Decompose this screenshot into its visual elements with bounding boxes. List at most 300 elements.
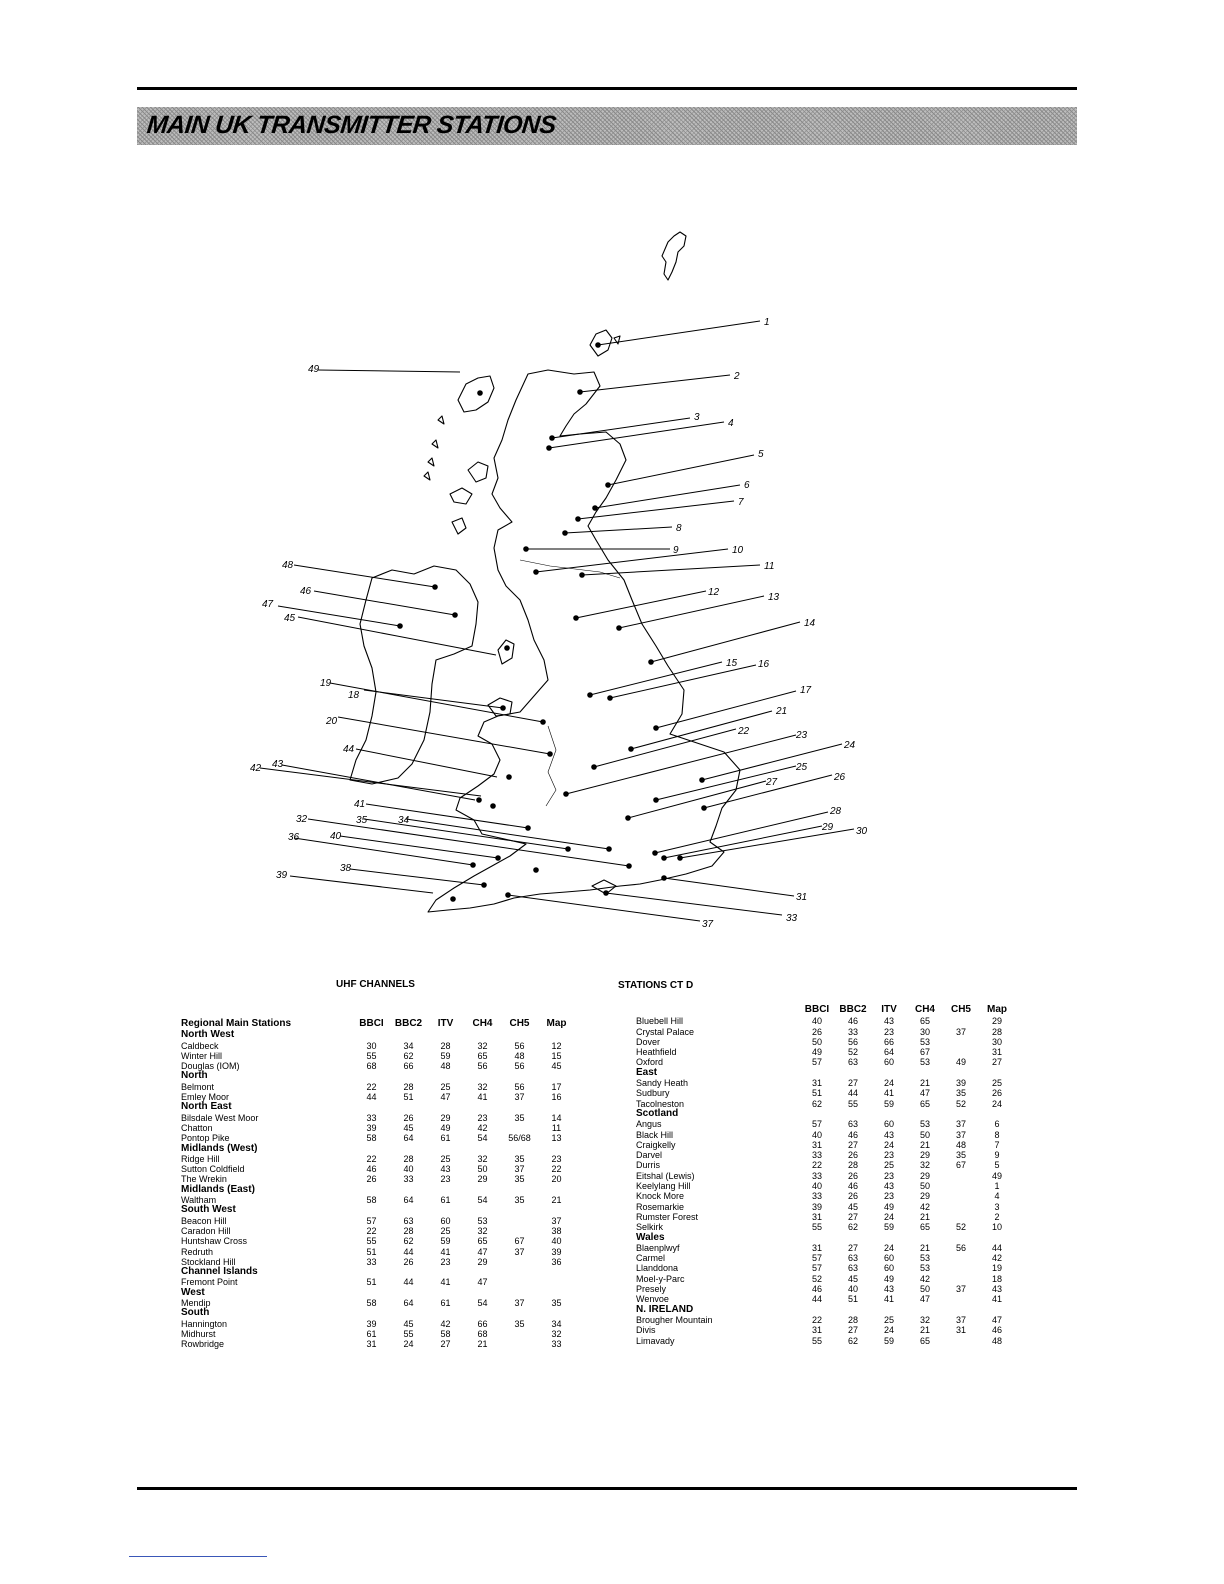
channel-value: 57 — [366, 1215, 377, 1226]
channel-value: 44 — [811, 1294, 822, 1305]
channel-value — [943, 1171, 979, 1181]
channel-value: 60 — [440, 1215, 451, 1226]
channel-value: 25 — [883, 1314, 894, 1325]
station-row — [181, 1216, 575, 1226]
table-header-cell: BBCI — [804, 1004, 830, 1015]
channel-value: 27 — [847, 1211, 858, 1222]
map-number-label: 15 — [726, 658, 738, 669]
station-name: Dover — [636, 1036, 661, 1047]
map-number-label: 31 — [796, 892, 808, 903]
channel-value: 31 — [991, 1047, 1002, 1058]
channel-value: 51 — [403, 1092, 414, 1103]
map-number-label: 4 — [728, 418, 734, 429]
map-number-label: 12 — [708, 587, 720, 598]
channel-value: 31 — [811, 1139, 822, 1150]
channel-value: 67 — [919, 1047, 930, 1058]
channel-value: 26 — [847, 1150, 858, 1161]
bottom-rule — [137, 1487, 1077, 1490]
channel-value: 35 — [514, 1195, 525, 1206]
channel-value — [501, 1329, 538, 1339]
station-row — [636, 1140, 1015, 1150]
channel-value: 47 — [477, 1277, 488, 1288]
channel-value — [943, 1336, 979, 1346]
station-row — [181, 1319, 575, 1329]
region-heading: Midlands (West) — [181, 1142, 258, 1154]
table-header-cell: CH5 — [950, 1004, 971, 1015]
channel-value: 64 — [403, 1298, 414, 1309]
channel-value: 41 — [991, 1294, 1002, 1305]
channel-value: 21 — [919, 1325, 930, 1336]
map-number-label: 42 — [250, 763, 262, 774]
channel-value — [943, 1274, 979, 1284]
station-name: Winter Hill — [181, 1050, 223, 1061]
station-row — [636, 1088, 1015, 1098]
channel-value: 36 — [551, 1256, 562, 1267]
channel-value: 40 — [811, 1181, 822, 1192]
map-number-label: 28 — [830, 806, 842, 817]
channel-value: 23 — [440, 1256, 451, 1267]
channel-value: 53 — [477, 1215, 488, 1226]
channel-value: 21 — [919, 1242, 930, 1253]
channel-value: 42 — [440, 1318, 451, 1329]
channel-value — [943, 1191, 979, 1201]
channel-value: 55 — [366, 1050, 377, 1061]
channel-value: 56 — [955, 1242, 966, 1253]
channel-value: 49 — [883, 1273, 894, 1284]
station-row — [181, 1123, 575, 1133]
region-heading-row — [181, 1205, 575, 1215]
map-number-label: 24 — [844, 740, 856, 751]
station-name: Tacolneston — [636, 1098, 685, 1109]
channel-value: 22 — [366, 1081, 377, 1092]
station-name: Chatton — [181, 1122, 213, 1133]
table-header-cell: CH4 — [472, 1018, 493, 1029]
channel-value: 43 — [883, 1129, 894, 1140]
station-name: Presely — [636, 1284, 667, 1295]
table-header-name: Regional Main Stations — [181, 1018, 292, 1029]
channel-value: 52 — [955, 1222, 966, 1233]
station-name: Belmont — [181, 1081, 215, 1092]
table-header-cell: CH5 — [509, 1018, 530, 1029]
channel-value: 61 — [440, 1133, 451, 1144]
channel-value — [501, 1226, 538, 1236]
station-row — [636, 1274, 1015, 1284]
channel-value: 57 — [811, 1263, 822, 1274]
map-number-label: 13 — [768, 592, 780, 603]
channel-value — [538, 1277, 575, 1287]
channel-value: 23 — [883, 1150, 894, 1161]
channel-value: 14 — [551, 1112, 562, 1123]
channel-value: 8 — [994, 1129, 1000, 1140]
station-name: Pontop Pike — [181, 1133, 230, 1144]
channel-value: 39 — [955, 1078, 966, 1089]
channel-value: 32 — [477, 1153, 488, 1164]
region-heading: Channel Islands — [181, 1266, 258, 1278]
right-table-header — [636, 1005, 1015, 1016]
station-row — [636, 1057, 1015, 1067]
channel-value: 63 — [403, 1215, 414, 1226]
channel-value: 61 — [440, 1298, 451, 1309]
station-name: Craigkelly — [636, 1139, 676, 1150]
region-heading: West — [181, 1286, 205, 1298]
channel-value: 35 — [514, 1153, 525, 1164]
channel-value: 57 — [811, 1119, 822, 1130]
channel-value: 50 — [477, 1164, 488, 1175]
channel-value: 44 — [403, 1246, 414, 1257]
channel-value: 37 — [955, 1119, 966, 1130]
station-name: Redruth — [181, 1246, 214, 1257]
channel-value: 20 — [551, 1174, 562, 1185]
channel-value: 56 — [477, 1061, 488, 1072]
map-number-label: 1 — [764, 317, 770, 328]
channel-value: 57 — [811, 1253, 822, 1264]
channel-value: 60 — [883, 1119, 894, 1130]
station-name: Limavady — [636, 1335, 675, 1346]
channel-value: 33 — [366, 1112, 377, 1123]
station-name: Huntshaw Cross — [181, 1236, 248, 1247]
map-number-label: 14 — [804, 618, 816, 629]
region-heading-row — [181, 1102, 575, 1112]
channel-value: 29 — [440, 1112, 451, 1123]
channel-value: 53 — [919, 1057, 930, 1068]
channel-value: 12 — [551, 1040, 562, 1051]
channel-value: 50 — [919, 1284, 930, 1295]
channel-value: 48 — [955, 1139, 966, 1150]
station-row — [636, 1171, 1015, 1181]
station-name: Midhurst — [181, 1328, 216, 1339]
channel-value: 55 — [811, 1335, 822, 1346]
channel-value: 44 — [847, 1088, 858, 1099]
channel-value: 52 — [955, 1098, 966, 1109]
station-row — [636, 1253, 1015, 1263]
channel-value: 29 — [477, 1174, 488, 1185]
channel-value: 40 — [811, 1129, 822, 1140]
channel-value: 67 — [955, 1160, 966, 1171]
channel-value — [943, 1212, 979, 1222]
channel-value: 53 — [919, 1119, 930, 1130]
channel-value: 27 — [847, 1242, 858, 1253]
channel-value: 22 — [811, 1160, 822, 1171]
right-channel-table — [636, 1005, 1015, 1346]
region-heading: North — [181, 1070, 208, 1082]
station-name: Emley Moor — [181, 1092, 230, 1103]
channel-value: 40 — [847, 1284, 858, 1295]
channel-value: 41 — [477, 1092, 488, 1103]
station-name: Mendip — [181, 1298, 211, 1309]
channel-value: 52 — [811, 1273, 822, 1284]
map-number-label: 39 — [276, 870, 288, 881]
hebrides-small — [424, 416, 444, 480]
channel-value: 29 — [919, 1170, 930, 1181]
station-row — [636, 1202, 1015, 1212]
channel-value — [943, 1047, 979, 1057]
channel-value: 31 — [811, 1325, 822, 1336]
channel-value: 28 — [403, 1081, 414, 1092]
station-row — [181, 1247, 575, 1257]
station-row — [636, 1099, 1015, 1109]
shetland-outline — [662, 232, 686, 280]
map-number-label: 44 — [343, 744, 355, 755]
channel-value: 54 — [477, 1298, 488, 1309]
channel-value: 21 — [919, 1139, 930, 1150]
map-number-label: 46 — [300, 586, 312, 597]
channel-value: 39 — [366, 1318, 377, 1329]
channel-value: 44 — [991, 1242, 1002, 1253]
channel-value: 33 — [811, 1150, 822, 1161]
region-heading: N. IRELAND — [636, 1303, 694, 1315]
region-heading-row — [181, 1144, 575, 1154]
station-name: Caradon Hill — [181, 1225, 231, 1236]
map-number-label: 30 — [856, 826, 868, 837]
map-number-label: 38 — [340, 863, 352, 874]
channel-value: 32 — [477, 1225, 488, 1236]
channel-value: 54 — [477, 1133, 488, 1144]
channel-value: 32 — [477, 1081, 488, 1092]
channel-value: 24 — [403, 1339, 414, 1350]
station-name: The Wrekin — [181, 1174, 227, 1185]
channel-value: 41 — [440, 1277, 451, 1288]
channel-value: 21 — [919, 1211, 930, 1222]
channel-value: 7 — [994, 1139, 1000, 1150]
uhf-channels-caption: UHF CHANNELS — [336, 979, 415, 990]
channel-value: 39 — [366, 1122, 377, 1133]
channel-value: 49 — [883, 1201, 894, 1212]
channel-value: 53 — [919, 1263, 930, 1274]
channel-value: 32 — [919, 1314, 930, 1325]
channel-value: 37 — [514, 1092, 525, 1103]
channel-value: 37 — [955, 1129, 966, 1140]
station-row — [181, 1329, 575, 1339]
station-name: Darvel — [636, 1150, 663, 1161]
channel-value: 55 — [403, 1328, 414, 1339]
map-number-label: 48 — [282, 560, 294, 571]
channel-value: 46 — [847, 1181, 858, 1192]
channel-value: 33 — [366, 1256, 377, 1267]
channel-value: 47 — [477, 1246, 488, 1257]
islay-outline — [452, 518, 466, 534]
channel-value: 28 — [991, 1026, 1002, 1037]
channel-value: 33 — [847, 1026, 858, 1037]
map-number-label: 35 — [356, 815, 368, 826]
station-row — [181, 1113, 575, 1123]
map-number-label: 41 — [354, 799, 366, 810]
channel-value: 58 — [366, 1133, 377, 1144]
channel-value: 1 — [994, 1181, 1000, 1192]
channel-value: 25 — [440, 1081, 451, 1092]
channel-value: 52 — [847, 1047, 858, 1058]
channel-value: 24 — [883, 1139, 894, 1150]
region-heading-row — [181, 1308, 575, 1318]
channel-value: 29 — [919, 1191, 930, 1202]
channel-value: 25 — [883, 1160, 894, 1171]
station-row — [636, 1078, 1015, 1088]
channel-value: 49 — [811, 1047, 822, 1058]
channel-value: 58 — [366, 1298, 377, 1309]
channel-value: 25 — [440, 1153, 451, 1164]
table-header-cell: Map — [987, 1004, 1007, 1015]
station-name: Rumster Forest — [636, 1211, 699, 1222]
map-number-label: 21 — [776, 706, 788, 717]
station-row — [181, 1082, 575, 1092]
channel-value: 55 — [847, 1098, 858, 1109]
channel-value: 29 — [991, 1016, 1002, 1027]
channel-value: 29 — [919, 1150, 930, 1161]
channel-value: 29 — [477, 1256, 488, 1267]
channel-value: 37 — [551, 1215, 562, 1226]
channel-value: 63 — [847, 1119, 858, 1130]
channel-value — [501, 1216, 538, 1226]
channel-value: 64 — [403, 1133, 414, 1144]
station-name: Heathfield — [636, 1047, 677, 1058]
channel-value: 47 — [919, 1294, 930, 1305]
channel-value: 24 — [883, 1242, 894, 1253]
station-name: Bluebell Hill — [636, 1016, 684, 1027]
channel-value: 31 — [811, 1078, 822, 1089]
channel-value: 21 — [551, 1195, 562, 1206]
map-number-label: 6 — [744, 480, 750, 491]
station-row — [181, 1154, 575, 1164]
map-number-label: 19 — [320, 678, 332, 689]
station-row — [181, 1277, 575, 1287]
channel-value: 65 — [477, 1050, 488, 1061]
channel-value: 23 — [551, 1153, 562, 1164]
channel-value: 18 — [991, 1273, 1002, 1284]
channel-value: 50 — [919, 1129, 930, 1140]
station-name: Caldbeck — [181, 1040, 219, 1051]
lewis-outline — [458, 376, 494, 412]
channel-value: 49 — [955, 1057, 966, 1068]
table-header-cell: BBC2 — [839, 1004, 867, 1015]
channel-value: 30 — [366, 1040, 377, 1051]
table-header-name — [636, 1005, 799, 1016]
channel-value: 37 — [955, 1284, 966, 1295]
station-name: Brougher Mountain — [636, 1314, 713, 1325]
channel-value: 30 — [919, 1026, 930, 1037]
channel-value: 45 — [551, 1061, 562, 1072]
table-header-cell: CH4 — [914, 1004, 935, 1015]
channel-value: 59 — [883, 1335, 894, 1346]
channel-value: 48 — [440, 1061, 451, 1072]
channel-value: 27 — [991, 1057, 1002, 1068]
station-name: Rosemarkie — [636, 1201, 685, 1212]
channel-value: 45 — [403, 1318, 414, 1329]
channel-value: 53 — [919, 1036, 930, 1047]
channel-value: 45 — [847, 1273, 858, 1284]
channel-value: 37 — [514, 1164, 525, 1175]
region-heading: South — [181, 1307, 210, 1319]
channel-value: 56 — [514, 1040, 525, 1051]
station-row — [636, 1160, 1015, 1170]
channel-value: 44 — [403, 1277, 414, 1288]
channel-value: 51 — [366, 1277, 377, 1288]
map-number-label: 18 — [348, 690, 360, 701]
station-row — [636, 1119, 1015, 1129]
channel-value: 60 — [883, 1057, 894, 1068]
map-number-label: 2 — [734, 371, 740, 382]
station-name: Fremont Point — [181, 1277, 238, 1288]
station-name: Waltham — [181, 1195, 217, 1206]
channel-value: 27 — [440, 1339, 451, 1350]
channel-value — [943, 1016, 979, 1026]
channel-value: 19 — [991, 1263, 1002, 1274]
station-name: Crystal Palace — [636, 1026, 695, 1037]
station-row — [636, 1284, 1015, 1294]
channel-value: 28 — [847, 1314, 858, 1325]
channel-value: 62 — [847, 1335, 858, 1346]
station-row — [636, 1016, 1015, 1026]
channel-value: 24 — [883, 1325, 894, 1336]
channel-value: 5 — [994, 1160, 1000, 1171]
map-number-label: 22 — [738, 726, 750, 737]
channel-value — [943, 1037, 979, 1047]
station-row — [636, 1150, 1015, 1160]
channel-value: 21 — [919, 1078, 930, 1089]
channel-value: 61 — [440, 1195, 451, 1206]
channel-value — [943, 1181, 979, 1191]
channel-value: 67 — [514, 1236, 525, 1247]
page-title: MAIN UK TRANSMITTER STATIONS — [145, 111, 558, 139]
station-name: Selkirk — [636, 1222, 664, 1233]
channel-value: 59 — [883, 1222, 894, 1233]
region-heading: Wales — [636, 1231, 665, 1243]
region-heading: North East — [181, 1101, 232, 1113]
wales-border — [546, 726, 556, 806]
channel-value: 23 — [477, 1112, 488, 1123]
map-number-label: 20 — [326, 716, 338, 727]
channel-value: 46 — [847, 1016, 858, 1027]
channel-value: 26 — [366, 1174, 377, 1185]
channel-value: 27 — [847, 1325, 858, 1336]
station-row — [181, 1236, 575, 1246]
channel-value: 64 — [403, 1195, 414, 1206]
channel-value: 40 — [403, 1164, 414, 1175]
channel-value: 24 — [883, 1078, 894, 1089]
channel-value — [501, 1339, 538, 1349]
gb-outline — [428, 370, 740, 912]
channel-value: 65 — [919, 1335, 930, 1346]
channel-value: 3 — [994, 1201, 1000, 1212]
station-name: Moel-y-Parc — [636, 1273, 685, 1284]
region-heading-row — [636, 1109, 1015, 1119]
channel-value: 31 — [366, 1339, 377, 1350]
station-row — [181, 1092, 575, 1102]
channel-value: 17 — [551, 1081, 562, 1092]
channel-value: 60 — [883, 1263, 894, 1274]
channel-value: 46 — [991, 1325, 1002, 1336]
channel-value: 59 — [440, 1236, 451, 1247]
channel-value: 58 — [366, 1195, 377, 1206]
station-name: Blaenplwyf — [636, 1242, 680, 1253]
region-heading: South West — [181, 1204, 236, 1216]
station-row — [636, 1037, 1015, 1047]
map-number-label: 16 — [758, 659, 770, 670]
map-station-dots — [398, 343, 707, 902]
channel-value: 46 — [366, 1164, 377, 1175]
station-name: Keelylang Hill — [636, 1181, 691, 1192]
channel-value: 42 — [477, 1122, 488, 1133]
channel-value: 26 — [991, 1088, 1002, 1099]
channel-value: 35 — [514, 1112, 525, 1123]
channel-value: 65 — [477, 1236, 488, 1247]
channel-value: 44 — [366, 1092, 377, 1103]
station-name: Wenvoe — [636, 1294, 669, 1305]
channel-value: 58 — [440, 1328, 451, 1339]
station-name: Bilsdale West Moor — [181, 1112, 259, 1123]
station-row — [636, 1325, 1015, 1335]
map-number-label: 34 — [398, 815, 410, 826]
region-heading-row — [181, 1030, 575, 1040]
channel-value: 65 — [919, 1222, 930, 1233]
